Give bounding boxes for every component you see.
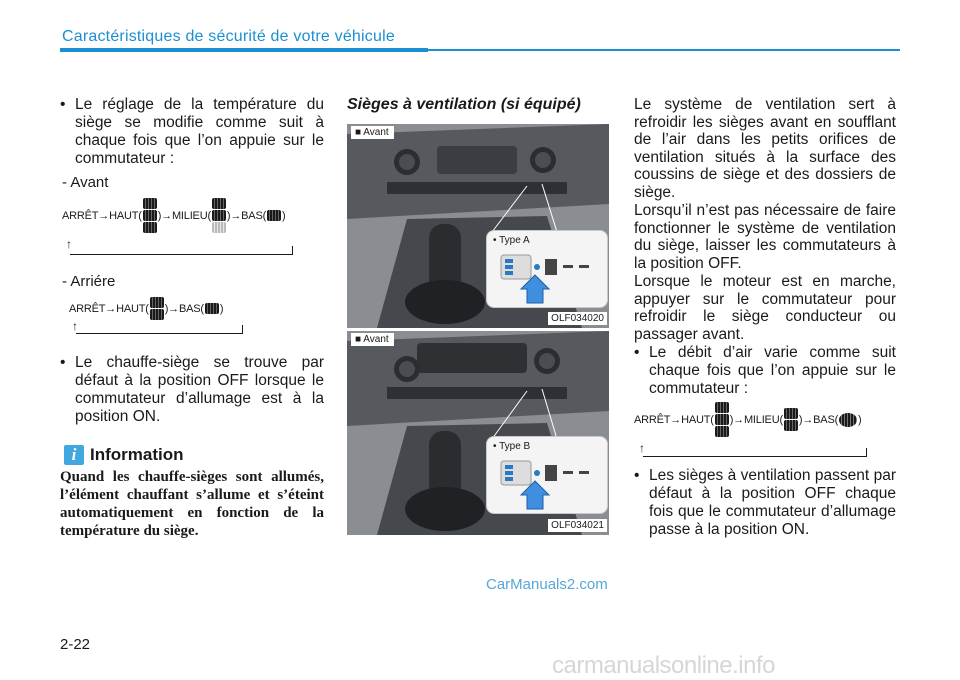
vent-low-icon <box>839 413 857 427</box>
paragraph-engine-running: Lorsque le moteur est en marche, appuyer sur le commutateur pour refroidir le siège conducteur ou passager avant. <box>634 273 896 343</box>
vent-sequence: ARRÊT→HAUT( )→MILIEU( )→BAS( ) <box>634 402 862 437</box>
callout-type-b: • Type B <box>486 436 608 514</box>
section-header-title: Caractéristiques de sécurité de votre véhicule <box>62 28 395 45</box>
heat-high-icon <box>143 198 157 233</box>
paragraph-leave-off: Lorsqu’il n’est pas nécessaire de faire fonctionner le système de ventilation du siège, laisser les commutateurs à la position OFF. <box>634 202 896 272</box>
rear-return-line <box>76 325 243 334</box>
header-rule <box>60 48 428 52</box>
header-rule-thin <box>428 49 900 51</box>
paragraph-ventilation-purpose: Le système de ventilation sert à refroidir les sièges avant en soufflant de l’air dans les petits orifices de ventilation situés à la surface des coussins de siège et des dossiers de siège. <box>634 96 896 201</box>
rear-return-arrow-icon: ↑ <box>72 319 78 333</box>
bullet-airflow-varies: • Le débit d’air varie comme suit chaque fois que l’on appuie sur le commutateur : <box>634 344 896 397</box>
photo-code: OLF034021 <box>548 519 607 532</box>
front-label: - Avant <box>62 174 109 191</box>
rear-heat-sequence: ARRÊT→HAUT( )→BAS( ) <box>69 297 223 320</box>
watermark-text: CarManuals2.com <box>486 576 608 593</box>
info-text: Quand les chauffe-sièges sont allumés, l’élément chauffant s’allume et s’éteint automatiquement en fonction de la température du siège. <box>60 469 324 539</box>
callout-type-a: • Type A <box>486 230 608 308</box>
front-heat-sequence: ARRÊT→HAUT( )→MILIEU( )→BAS( ) <box>62 198 286 233</box>
vent-return-line <box>643 448 867 457</box>
bullet-temperature-setting: • Le réglage de la température du siège se modifie comme suit à chaque fois que l’on appuie sur le commutateur : <box>60 96 324 167</box>
heat-medium-icon <box>212 198 226 233</box>
vent-return-arrow-icon: ↑ <box>639 441 645 455</box>
info-icon: i <box>64 445 84 465</box>
footer-site-watermark: carmanualsonline.info <box>552 652 775 679</box>
bullet-vent-default-off: • Les sièges à ventilation passent par défaut à la position OFF chaque fois que le commutateur d’allumage passe à la position ON. <box>634 467 896 538</box>
page-number: 2-22 <box>60 636 91 653</box>
rear-label: - Arriére <box>62 273 116 290</box>
photo-code: OLF034020 <box>548 312 607 325</box>
heat-high-icon <box>150 297 164 320</box>
info-title: Information <box>90 445 184 464</box>
heat-low-icon <box>205 303 219 314</box>
front-return-line <box>70 246 293 255</box>
vent-medium-icon <box>784 408 798 431</box>
heat-low-icon <box>267 210 281 221</box>
front-return-arrow-icon: ↑ <box>66 237 72 251</box>
ventilated-seats-title: Sièges à ventilation (si équipé) <box>347 96 581 113</box>
bullet-default-off: • Le chauffe-siège se trouve par défaut à la position OFF lorsque le commutateur d’allumage est à la position ON. <box>60 354 324 425</box>
photo-label: ■ Avant <box>351 333 394 346</box>
photo-label: ■ Avant <box>351 126 394 139</box>
vent-high-icon <box>715 402 729 437</box>
